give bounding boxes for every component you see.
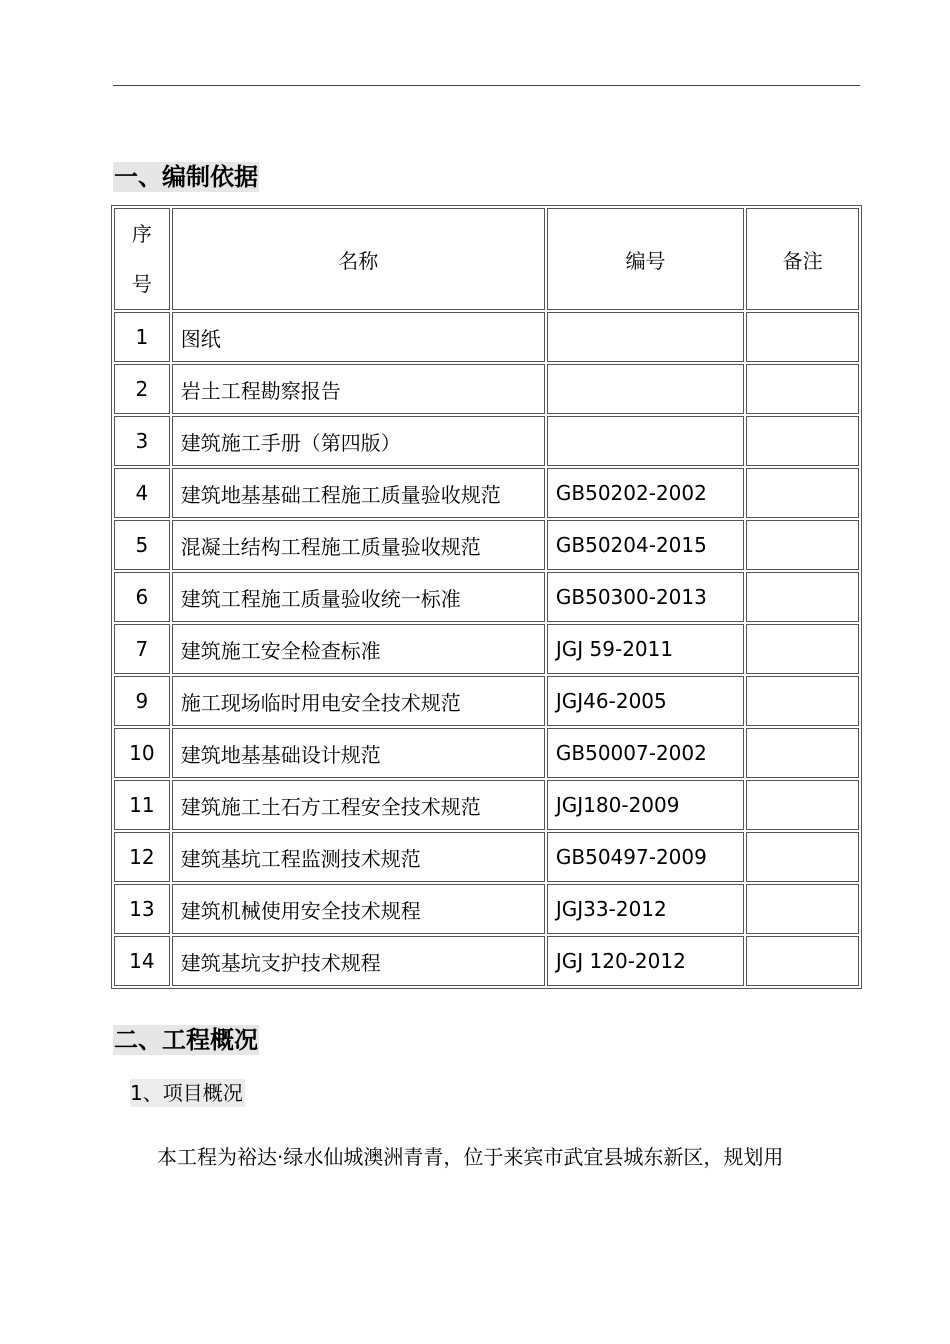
row-name: 图纸 <box>172 312 545 362</box>
row-no: 3 <box>114 416 170 466</box>
row-note <box>746 676 859 726</box>
row-no: 2 <box>114 364 170 414</box>
row-code: JGJ46-2005 <box>547 676 744 726</box>
row-note <box>746 364 859 414</box>
row-note <box>746 416 859 466</box>
row-code <box>547 364 744 414</box>
table-row <box>114 676 859 726</box>
row-no: 6 <box>114 572 170 622</box>
table-row <box>114 624 859 674</box>
table-row <box>114 312 859 362</box>
table-row <box>114 468 859 518</box>
table-header-row <box>114 208 859 310</box>
row-code <box>547 312 744 362</box>
table-row <box>114 416 859 466</box>
header-rule <box>113 85 860 86</box>
row-name: 建筑地基基础设计规范 <box>172 728 545 778</box>
row-code: GB50204-2015 <box>547 520 744 570</box>
project-paragraph: 本工程为裕达·绿水仙城澳洲青青，位于来宾市武宜县城东新区，规划用 <box>157 1145 784 1169</box>
table-row <box>114 884 859 934</box>
row-no: 4 <box>114 468 170 518</box>
header-no-line1: 序 <box>131 222 152 246</box>
row-no: 1 <box>114 312 170 362</box>
table-row <box>114 832 859 882</box>
row-note <box>746 832 859 882</box>
row-note <box>746 728 859 778</box>
row-note <box>746 572 859 622</box>
row-name: 建筑施工安全检查标准 <box>172 624 545 674</box>
header-note: 备注 <box>746 208 859 310</box>
row-code: JGJ180-2009 <box>547 780 744 830</box>
row-code <box>547 416 744 466</box>
row-note <box>746 624 859 674</box>
table-row <box>114 520 859 570</box>
row-name: 建筑地基基础工程施工质量验收规范 <box>172 468 545 518</box>
row-name: 建筑施工土石方工程安全技术规范 <box>172 780 545 830</box>
row-name: 建筑机械使用安全技术规程 <box>172 884 545 934</box>
row-name: 施工现场临时用电安全技术规范 <box>172 676 545 726</box>
row-note <box>746 884 859 934</box>
row-note <box>746 312 859 362</box>
table-row <box>114 572 859 622</box>
row-code: GB50497-2009 <box>547 832 744 882</box>
header-no <box>114 208 170 310</box>
row-note <box>746 468 859 518</box>
table-row <box>114 936 859 986</box>
row-no: 5 <box>114 520 170 570</box>
section-heading-basis: 一、编制依据 <box>114 163 258 191</box>
row-code: JGJ 59-2011 <box>547 624 744 674</box>
table-row <box>114 780 859 830</box>
row-code: JGJ 120-2012 <box>547 936 744 986</box>
table-row <box>114 728 859 778</box>
row-name: 岩土工程勘察报告 <box>172 364 545 414</box>
row-no: 13 <box>114 884 170 934</box>
section-heading-overview: 二、工程概况 <box>114 1026 258 1054</box>
row-no: 9 <box>114 676 170 726</box>
row-name: 建筑基坑工程监测技术规范 <box>172 832 545 882</box>
row-no: 11 <box>114 780 170 830</box>
header-code: 编号 <box>547 208 744 310</box>
header-no-line2: 号 <box>131 272 152 296</box>
row-code: JGJ33-2012 <box>547 884 744 934</box>
basis-table <box>111 205 862 989</box>
row-no: 10 <box>114 728 170 778</box>
table-row <box>114 364 859 414</box>
row-code: GB50300-2013 <box>547 572 744 622</box>
subsection-heading-project: 1、项目概况 <box>130 1081 243 1105</box>
row-no: 14 <box>114 936 170 986</box>
row-no: 12 <box>114 832 170 882</box>
row-code: GB50007-2002 <box>547 728 744 778</box>
header-name: 名称 <box>172 208 545 310</box>
row-code: GB50202-2002 <box>547 468 744 518</box>
row-note <box>746 936 859 986</box>
row-name: 混凝土结构工程施工质量验收规范 <box>172 520 545 570</box>
row-note <box>746 520 859 570</box>
row-name: 建筑施工手册（第四版） <box>172 416 545 466</box>
row-name: 建筑基坑支护技术规程 <box>172 936 545 986</box>
row-no: 7 <box>114 624 170 674</box>
row-name: 建筑工程施工质量验收统一标准 <box>172 572 545 622</box>
row-note <box>746 780 859 830</box>
